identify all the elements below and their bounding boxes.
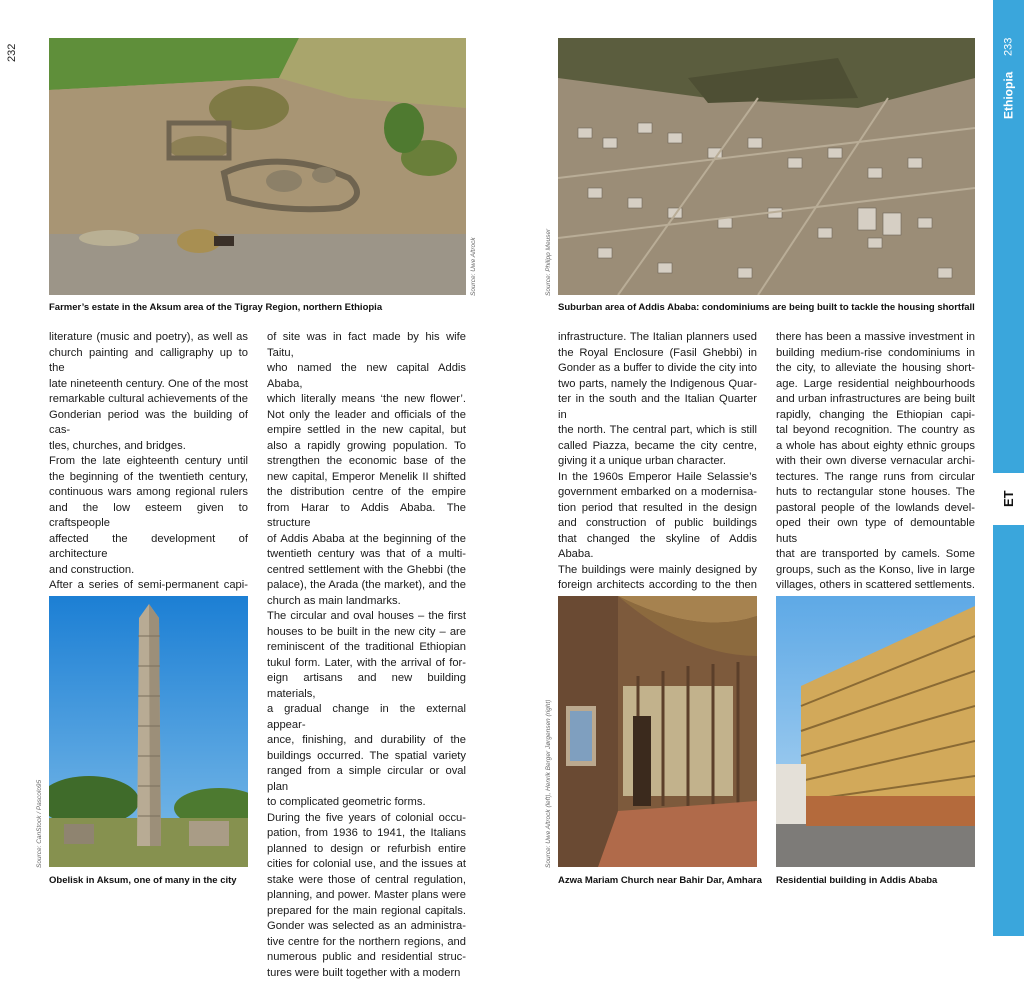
text-line: the north. The central part, which is still — [558, 423, 757, 439]
text-line: to complicated geometric forms. — [267, 795, 466, 811]
text-line: planned to design or refurbish entire — [267, 842, 466, 858]
text-line: a gradual change in the external appear- — [267, 702, 466, 733]
text-line: affected the development of architecture — [49, 532, 248, 563]
text-line: strengthen the economic base of the — [267, 454, 466, 470]
text-line: ance, finishing, and durability of the — [267, 733, 466, 749]
text-line: which literally means ‘the new flower’. — [267, 392, 466, 408]
text-line: age. Large residential neighbourhoods — [776, 377, 975, 393]
country-code-box — [993, 473, 1024, 525]
text-line: church painting and calligraphy up to the — [49, 346, 248, 377]
photo-farm-aksum — [49, 38, 466, 295]
text-line: the distribution centre of the empire — [267, 485, 466, 501]
photo-residential-building — [776, 596, 975, 867]
text-line: tures were built together with a modern — [267, 966, 466, 981]
text-line: groups, such as the Konso, live in large — [776, 563, 975, 579]
text-line: of site was in fact made by his wife Taitu, — [267, 330, 466, 361]
text-line: During the five years of colonial occu- — [267, 811, 466, 827]
text-line: palace), the Arada (the market), and the — [267, 578, 466, 594]
text-line: In the 1960s Emperor Haile Selassie’s — [558, 470, 757, 486]
text-line: tal beyond recognition. The country as — [776, 423, 975, 439]
text-line: Gonder as a buffer to divide the city into — [558, 361, 757, 377]
text-line: planning, and power. Master plans were — [267, 888, 466, 904]
text-line: empire settled in the new capital, but — [267, 423, 466, 439]
text-line: infrastructure. The Italian planners used — [558, 330, 757, 346]
text-line: government embarked on a modernisa- — [558, 485, 757, 501]
caption-obelisk: Obelisk in Aksum, one of many in the city — [49, 875, 237, 886]
text-line: centred settlement with the Ghebbi (the — [267, 563, 466, 579]
text-line: from Harar to Addis Ababa. The structure — [267, 501, 466, 532]
page-number-right: 233 — [993, 36, 1024, 58]
country-code: ET — [993, 473, 1024, 525]
photo-azwa-mariam-church — [558, 596, 757, 867]
text-line: there has been a massive investment in — [776, 330, 975, 346]
text-line: stake were those of central regulation, — [267, 873, 466, 889]
text-line: tive centre for the northern regions, and — [267, 935, 466, 951]
text-line: Not only the leader and officials of the — [267, 408, 466, 424]
text-line: buildings occurred. The spatial variety — [267, 749, 466, 765]
text-line: cities for colonial use, and the issues at — [267, 857, 466, 873]
text-line: new capital, Emperor Menelik II shifted — [267, 470, 466, 486]
text-line: and urban infrastructures are being built — [776, 392, 975, 408]
text-line: huts to rectangular stone houses. The — [776, 485, 975, 501]
text-line: The buildings were mainly designed by — [558, 563, 757, 579]
text-line: ranged from a simple circular or oval plan — [267, 764, 466, 795]
text-line: oped their own type of demountable huts — [776, 516, 975, 547]
text-line: ter in the south and the Italian Quarter in — [558, 392, 757, 423]
text-line: After a series of semi-permanent capi- — [49, 578, 248, 594]
text-line: reminiscent of the traditional Ethiopian — [267, 640, 466, 656]
text-line: numerous public and residential struc- — [267, 950, 466, 966]
text-line: Gonderian period was the building of cas- — [49, 408, 248, 439]
chapter-tab — [993, 0, 1024, 936]
text-line: The circular and oval houses – the first — [267, 609, 466, 625]
text-line: twentieth century was that of a multi- — [267, 547, 466, 563]
text-line: the Royal Enclosure (Fasil Ghebbi) in — [558, 346, 757, 362]
photo-credit: Source: Uwe Altrock — [470, 230, 477, 296]
text-line: a whole has about eighty ethnic groups — [776, 439, 975, 455]
caption-church: Azwa Mariam Church near Bahir Dar, Amhara — [558, 875, 762, 886]
text-line: who named the new capital Addis Ababa, — [267, 361, 466, 392]
text-line: tles, churches, and bridges. — [49, 439, 248, 455]
text-line: that changed the skyline of Addis Ababa. — [558, 532, 757, 563]
photo-obelisk — [49, 596, 248, 867]
text-line: literature (music and poetry), as well as — [49, 330, 248, 346]
text-line: tukul form. Later, with the arrival of for- — [267, 656, 466, 672]
text-line: and construction of public buildings — [558, 516, 757, 532]
text-line: continuous wars among regional rulers — [49, 485, 248, 501]
text-line: and construction. — [49, 563, 248, 579]
text-line: remarkable cultural achievements of the — [49, 392, 248, 408]
text-line: From the late eighteenth century until — [49, 454, 248, 470]
photo-credit: Source: Uwe Altrock (left), Henrik Berger Jørgensen (right) — [545, 680, 552, 868]
text-line: called Piazza, became the city centre, — [558, 439, 757, 455]
text-line: church as main landmarks. — [267, 594, 466, 610]
text-line: building medium-rise condominiums in — [776, 346, 975, 362]
text-column-4 — [776, 330, 975, 594]
text-line: tectures. The range runs from circular — [776, 470, 975, 486]
text-line: houses to be built in the new city – are — [267, 625, 466, 641]
text-line: the beginning of the twentieth century, — [49, 470, 248, 486]
text-line: also a rapidly growing population. To — [267, 439, 466, 455]
page-number-left: 232 — [6, 38, 22, 68]
text-line: pation, from 1936 to 1941, the Italians — [267, 826, 466, 842]
text-line: with their own diverse vernacular archi- — [776, 454, 975, 470]
text-line: and the low esteem given to craftspeople — [49, 501, 248, 532]
text-line: late nineteenth century. One of the most — [49, 377, 248, 393]
text-line: pastoral people of the lowlands devel- — [776, 501, 975, 517]
caption-residential: Residential building in Addis Ababa — [776, 875, 937, 886]
text-line: of Addis Ababa at the beginning of the — [267, 532, 466, 548]
text-column-2 — [267, 330, 466, 981]
text-line: that are transported by camels. Some — [776, 547, 975, 563]
text-line: foreign architects according to the then — [558, 578, 757, 594]
text-line: two parts, namely the Indigenous Quar- — [558, 377, 757, 393]
text-column-3 — [558, 330, 757, 625]
caption-farm: Farmer’s estate in the Aksum area of the Tigray Region, northern Ethiopia — [49, 302, 382, 313]
text-line: tion period that resulted in the design — [558, 501, 757, 517]
text-line: rapidly, changing the Ethiopian capi- — [776, 408, 975, 424]
text-line: eign artisans and new building materials, — [267, 671, 466, 702]
text-line: the city, to alleviate the housing short- — [776, 361, 975, 377]
photo-addis-aerial — [558, 38, 975, 295]
caption-aerial: Suburban area of Addis Ababa: condominiums are being built to tackle the housing shortfall — [558, 302, 975, 313]
text-line: prepared for the main regional capitals. — [267, 904, 466, 920]
text-line: Gonder was selected as an administra- — [267, 919, 466, 935]
text-line: villages, others in scattered settlements. — [776, 578, 975, 594]
text-line: giving it a unique urban character. — [558, 454, 757, 470]
photo-credit: Source: Philipp Meuser — [545, 222, 552, 296]
chapter-country: Ethiopia — [993, 60, 1024, 130]
photo-credit: Source: CanStock / Pascolo95 — [36, 772, 43, 868]
